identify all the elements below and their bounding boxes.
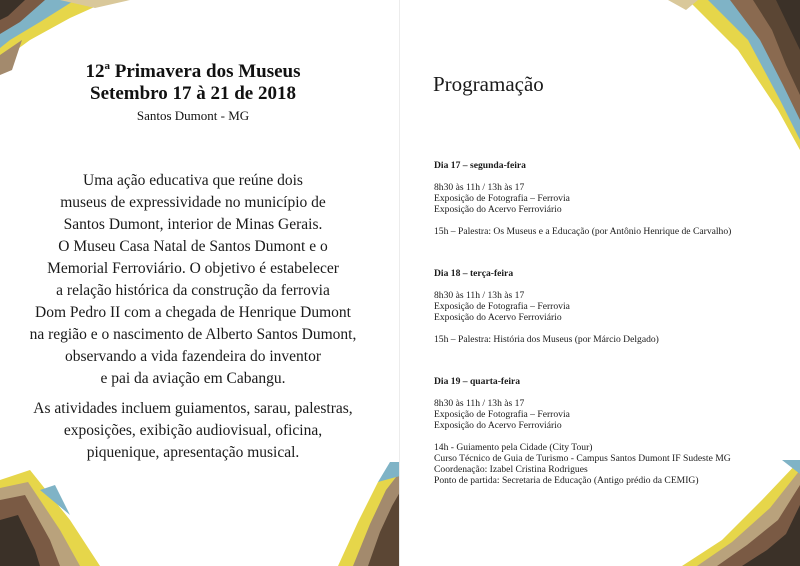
bottom-center-photo-collage	[318, 462, 400, 566]
day-title: Dia 17 – segunda-feira	[434, 160, 526, 171]
description-line: O Museu Casa Natal de Santos Dumont e o	[58, 238, 328, 255]
description-line: Santos Dumont, interior de Minas Gerais.	[63, 216, 323, 233]
program-heading: Programação	[433, 72, 544, 96]
description-line: na região e o nascimento de Alberto Santos Dumont,	[29, 326, 357, 343]
day-title: Dia 19 – quarta-feira	[434, 376, 521, 387]
program-day-19	[434, 376, 731, 486]
schedule-line: Exposição do Acervo Ferroviário	[434, 204, 562, 215]
schedule-line: Exposição do Acervo Ferroviário	[434, 420, 562, 431]
schedule-line: Exposição de Fotografia – Ferrovia	[434, 409, 570, 420]
schedule-line: Coordenação: Izabel Cristina Rodrigues	[434, 464, 588, 475]
event-title: 12$^a$ Primavera dos Museus	[85, 59, 301, 82]
description-paragraph	[0, 170, 386, 390]
schedule-line: 15h – Palestra: História dos Museus (por Márcio Delgado)	[434, 334, 659, 345]
top-right-photo-collage	[668, 0, 800, 150]
event-dates: Setembro 17 à 21 de 2018	[90, 83, 296, 104]
schedule-line: 8h30 às 11h / 13h às 17	[434, 398, 525, 409]
description-line: observando a vida fazendeira do inventor	[64, 348, 322, 365]
program-day-17	[434, 160, 731, 237]
activities-line: piquenique, apresentação musical.	[86, 444, 300, 461]
activities-paragraph	[0, 398, 386, 464]
schedule-line: Exposição do Acervo Ferroviário	[434, 312, 562, 323]
description-line: Memorial Ferroviário. O objetivo é estabelecer	[47, 260, 339, 277]
day-title: Dia 18 – terça-feira	[434, 268, 514, 279]
program-day-18	[434, 268, 659, 345]
description-line: Uma ação educativa que reúne dois	[83, 172, 303, 189]
schedule-line: 8h30 às 11h / 13h às 17	[434, 290, 525, 301]
activities-line: As atividades incluem guiamentos, sarau, palestras,	[33, 400, 353, 417]
activities-line: exposições, exibição audiovisual, oficina,	[63, 422, 323, 439]
description-line: e pai da aviação em Cabangu.	[100, 370, 286, 387]
schedule-line: 8h30 às 11h / 13h às 17	[434, 182, 525, 193]
description-line: a relação histórica da construção da ferrovia	[56, 282, 330, 299]
bottom-left-photo-collage	[0, 470, 110, 566]
schedule-line: Curso Técnico de Guia de Turismo - Campus Santos Dumont IF Sudeste MG	[434, 453, 731, 464]
schedule-line: 14h - Guiamento pela Cidade (City Tour)	[434, 442, 593, 453]
schedule-line: Exposição de Fotografia – Ferrovia	[434, 193, 570, 204]
event-location: Santos Dumont - MG	[136, 108, 250, 123]
description-line: Dom Pedro II com a chegada de Henrique Dumont	[35, 304, 351, 321]
description-line: museus de expressividade no município de	[60, 194, 326, 211]
right-page	[400, 0, 800, 566]
schedule-line: Ponto de partida: Secretaria de Educação (Antigo prédio da CEMIG)	[434, 475, 699, 486]
schedule-line: Exposição de Fotografia – Ferrovia	[434, 301, 570, 312]
schedule-line: 15h – Palestra: Os Museus e a Educação (por Antônio Henrique de Carvalho)	[434, 226, 732, 237]
